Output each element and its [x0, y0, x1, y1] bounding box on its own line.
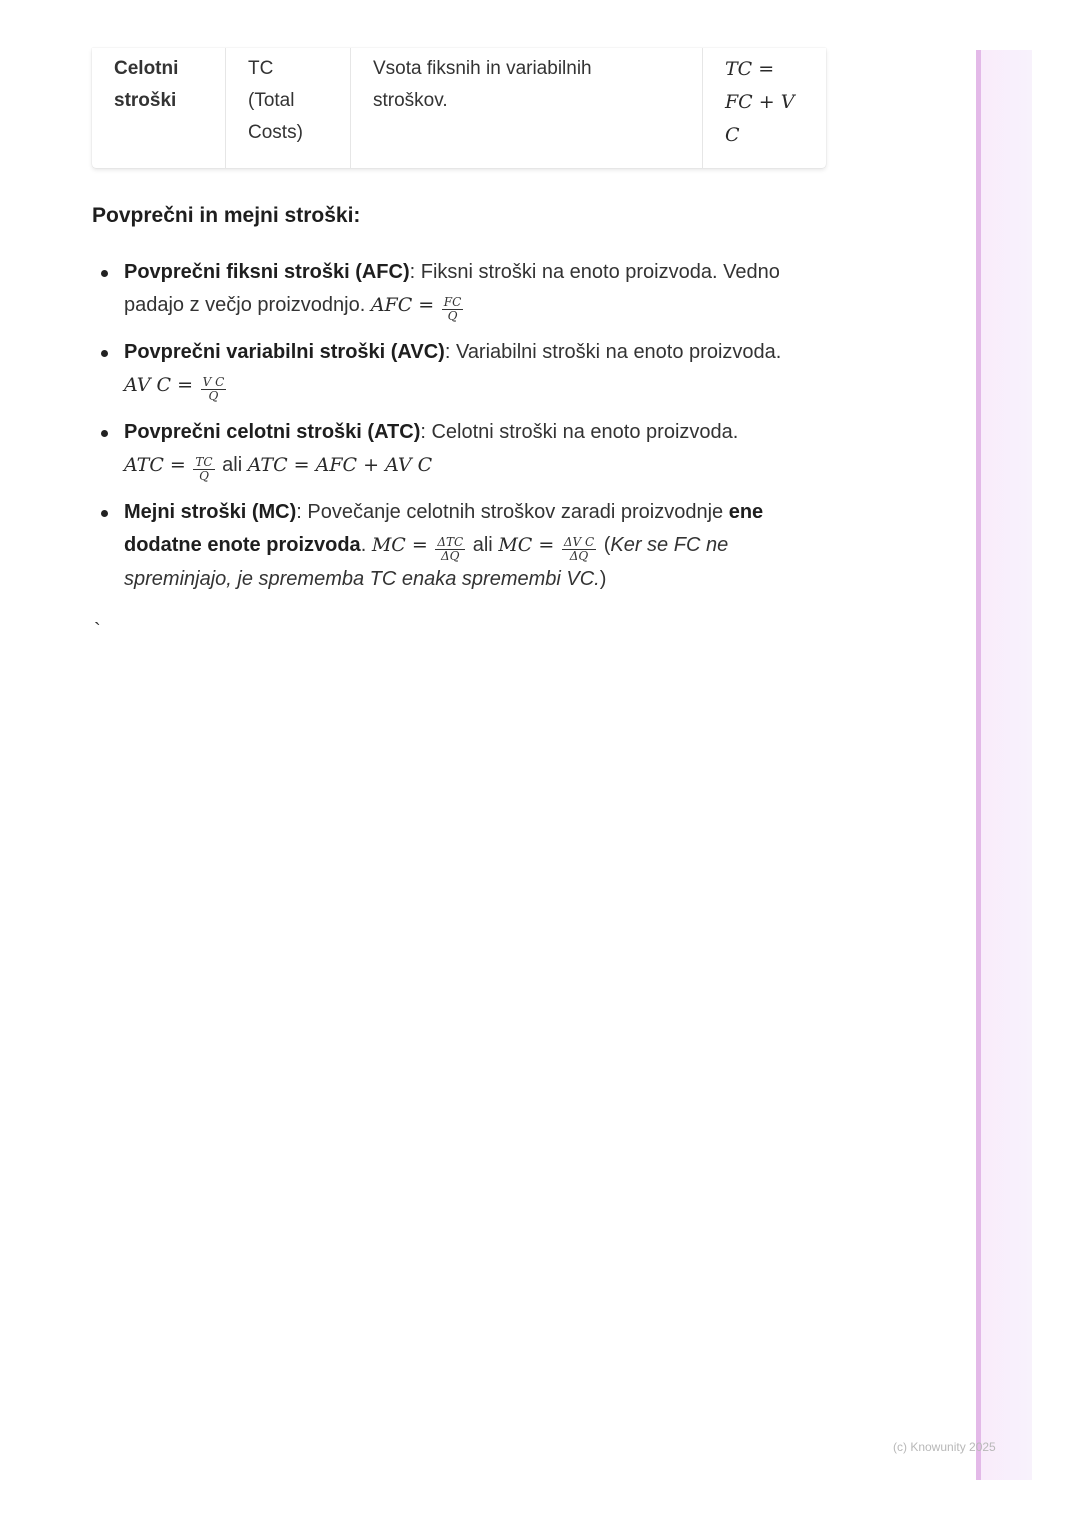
connector-text: ali: [216, 454, 248, 476]
fraction-numerator: ΔTC: [437, 535, 464, 549]
item-term: Mejni stroški (MC): [124, 501, 297, 523]
fraction-denominator: Q: [208, 389, 219, 403]
abbr-line: TC: [248, 58, 274, 79]
abbr-line: (Total: [248, 90, 295, 111]
term-line: Celotni: [114, 58, 179, 79]
item-text: : Variabilni stroški na enoto proizvoda.: [444, 341, 782, 363]
formula-lhs: ATC =: [124, 454, 186, 476]
fraction: [442, 296, 464, 323]
paren-close: ): [599, 568, 607, 590]
list-item-avc: [92, 336, 832, 403]
item-note: Ker se FC ne spreminjajo, je sprememba TC enaka spremembi VC.: [124, 534, 729, 590]
fraction: [435, 536, 465, 563]
fraction-denominator: ΔQ: [569, 549, 589, 563]
table-row: [92, 48, 826, 168]
item-term: Povprečni variabilni stroški (AVC): [124, 341, 445, 363]
fraction-numerator: TC: [195, 455, 213, 469]
fraction: [562, 536, 596, 563]
formula-alt: ATC = AFC + AV C: [247, 454, 433, 476]
copyright-footer: (c) Knowunity 2025: [893, 1440, 996, 1454]
table-cell-abbr: [226, 48, 351, 168]
fraction-denominator: ΔQ: [441, 549, 460, 563]
formula-lhs: MC =: [371, 534, 428, 556]
item-term-emphasis: ene dodatne enote proizvoda: [124, 501, 764, 556]
formula-lhs: AFC =: [370, 294, 435, 316]
side-strip: [976, 50, 1032, 1480]
stray-mark: `: [94, 620, 101, 642]
table-cell-description: [351, 48, 703, 168]
formula-alt-lhs: MC =: [498, 534, 555, 556]
cost-table: [92, 48, 826, 168]
fraction-denominator: Q: [199, 469, 209, 483]
fraction: [193, 456, 214, 483]
description-line: stroškov.: [373, 90, 448, 111]
list-item-afc: [92, 256, 832, 323]
fraction-numerator: V C: [202, 375, 225, 389]
fraction-numerator: FC: [443, 295, 462, 309]
item-text: : Povečanje celotnih stroškov zaradi proizvodnje: [296, 501, 729, 523]
item-text-after: .: [360, 534, 372, 556]
list-item-atc: [92, 416, 832, 483]
description-line: Vsota fiksnih in variabilnih: [373, 58, 592, 79]
table-cell-term: [92, 48, 226, 168]
formula-line: FC + V C: [725, 91, 795, 146]
formula-line: TC =: [725, 58, 775, 80]
item-text: : Fiksni stroški na enoto proizvoda. Vedno padajo z večjo proizvodnjo.: [124, 261, 780, 316]
item-term: Povprečni fiksni stroški (AFC): [124, 261, 410, 283]
item-term: Povprečni celotni stroški (ATC): [124, 421, 421, 443]
formula-lhs: AV C =: [124, 374, 194, 396]
fraction-denominator: Q: [447, 309, 458, 323]
item-text: : Celotni stroški na enoto proizvoda.: [420, 421, 739, 443]
fraction: [201, 376, 227, 403]
paren-open: (: [598, 534, 611, 556]
list-item-mc: [92, 496, 832, 596]
cost-list: [92, 256, 832, 609]
term-line: stroški: [114, 90, 177, 111]
connector-text: ali: [467, 534, 499, 556]
abbr-line: Costs): [248, 122, 303, 143]
section-heading: Povprečni in mejni stroški:: [92, 204, 361, 227]
fraction-numerator: ΔV C: [563, 535, 595, 549]
table-cell-formula: [703, 48, 827, 168]
